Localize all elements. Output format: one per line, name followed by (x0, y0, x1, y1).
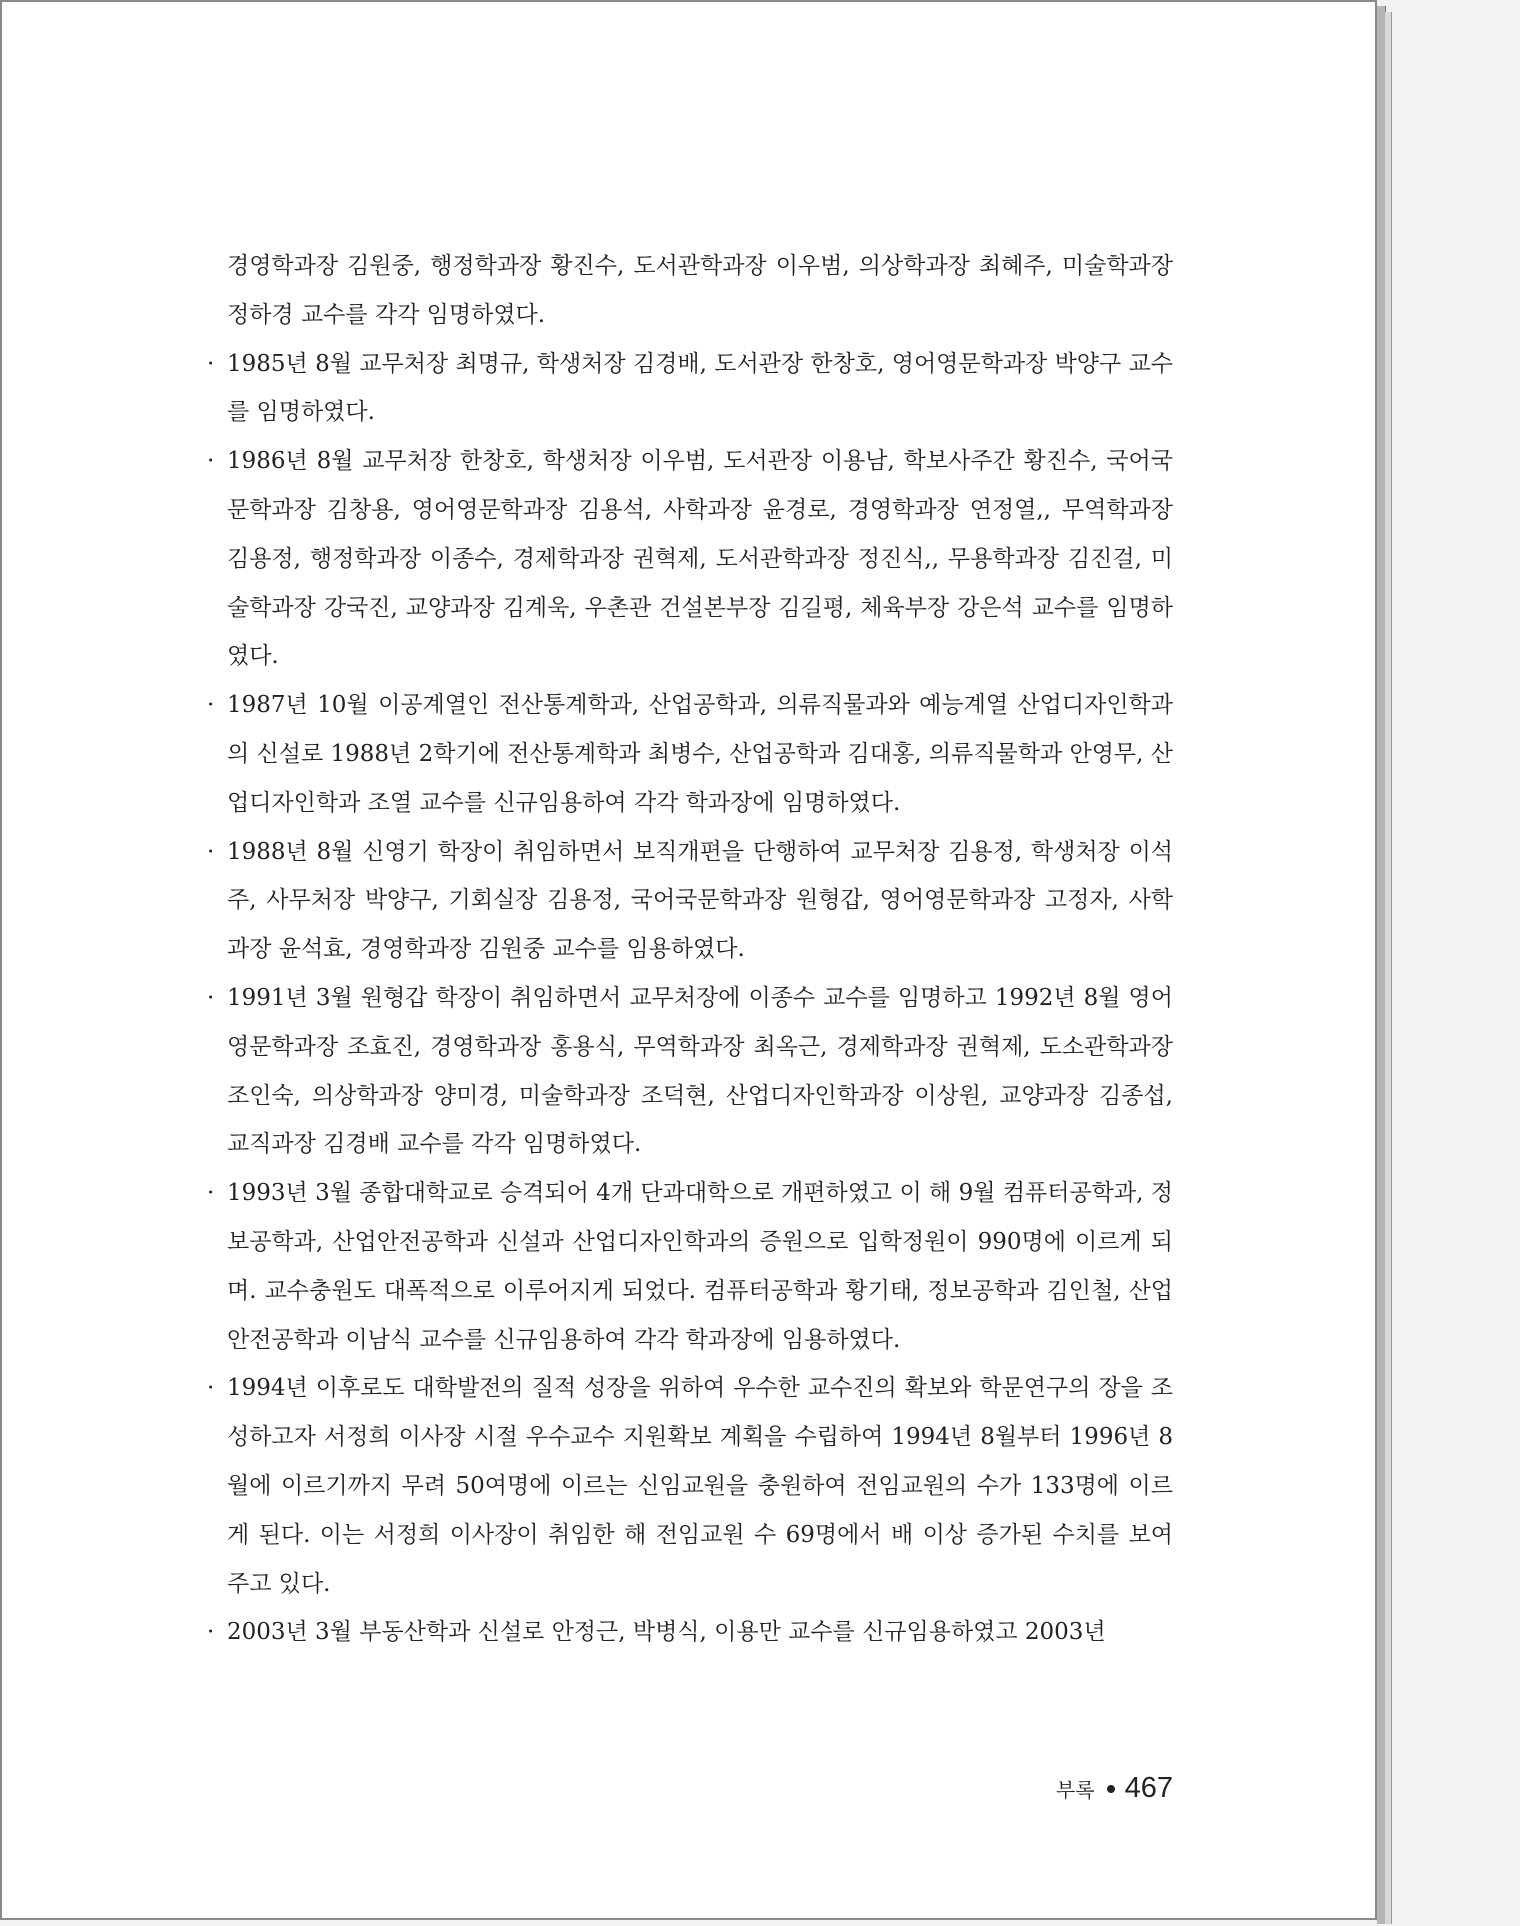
paragraph-text: 1985년 8월 교무처장 최명규, 학생처장 김경배, 도서관장 한창호, 영어영문학과장 박양구 교수를 임명하였다. (227, 350, 1173, 426)
paragraph-6 (207, 1169, 1173, 1364)
bullet-mark: · (207, 1375, 215, 1402)
paragraph-8 (207, 1608, 1173, 1657)
paragraph-2 (207, 437, 1173, 681)
paragraph-1 (207, 340, 1173, 438)
bullet-mark: · (207, 838, 215, 865)
paragraph-text: 1986년 8월 교무처장 한창호, 학생처장 이우범, 도서관장 이용남, 학보사주간 황진수, 국어국문학과장 김창용, 영어영문학과장 김용석, 사학과장 윤경로, 경영학과장 연정열,, 무역학과장 김용정, 행정학과장 이종수, 경제학과장 권혁제, 도서관학과장 정진식,, 무용학과장 김진걸, 미술학과장 강국진, 교양과장 김계욱, 우촌관 건설본부장 김길평, 체육부장 강은석 교수를 임명하였다. (227, 448, 1173, 670)
paragraph-3 (207, 681, 1173, 827)
paragraph-text: 1993년 3월 종합대학교로 승격되어 4개 단과대학으로 개편하였고 이 해 9월 컴퓨터공학과, 정보공학과, 산업안전공학과 신설과 산업디자인학과의 증원으로 입학정원이 990명에 이르게 되며. 교수충원도 대폭적으로 이루어지게 되었다. 컴퓨터공학과 황기태, 정보공학과 김인철, 산업안전공학과 이남식 교수를 신규임용하여 각각 학과장에 임용하였다. (227, 1180, 1173, 1353)
page-edge-back (1385, 12, 1392, 1924)
bullet-mark: · (207, 1180, 215, 1207)
paragraph-text: 1991년 3월 원형갑 학장이 취임하면서 교무처장에 이종수 교수를 임명하고 1992년 8월 영어영문학과장 조효진, 경영학과장 홍용식, 무역학과장 최옥근, 경제학과장 권혁제, 도소관학과장 조인숙, 의상학과장 양미경, 미술학과장 조덕현, 산업디자인학과장 이상원, 교양과장 김종섭, 교직과장 김경배 교수를 각각 임명하였다. (227, 984, 1173, 1158)
paragraph-5 (207, 974, 1173, 1169)
separator-dot-icon (1107, 1785, 1115, 1793)
page-footer (1042, 1772, 1173, 1805)
paragraph-text: 1987년 10월 이공계열인 전산통계학과, 산업공학과, 의류직물과와 예능계열 산업디자인학과의 신설로 1988년 2학기에 전산통계학과 최병수, 산업공학과 김대홍, 의류직물학과 안영무, 산업디자인학과 조열 교수를 신규임용하여 각각 학과장에 임명하였다. (227, 692, 1173, 816)
bullet-mark: · (207, 692, 215, 719)
bullet-mark: · (207, 350, 215, 377)
page-body (207, 242, 1173, 1657)
paragraph-text: 1994년 이후로도 대학발전의 질적 성장을 위하여 우수한 교수진의 확보와 학문연구의 장을 조성하고자 서정희 이사장 시절 우수교수 지원확보 계획을 수립하여 1994년 8월부터 1996년 8월에 이르기까지 무려 50여명에 이르는 신임교원을 충원하여 전임교원의 수가 133명에 이르게 된다. 이는 서정희 이사장이 취임한 해 전임교원 수 69명에서 배 이상 증가된 수치를 보여 주고 있다. (227, 1375, 1173, 1597)
bullet-mark: · (207, 1619, 215, 1646)
paragraph-4 (207, 828, 1173, 974)
paragraph-text: 1988년 8월 신영기 학장이 취임하면서 보직개편을 단행하여 교무처장 김용정, 학생처장 이석주, 사무처장 박양구, 기회실장 김용정, 국어국문학과장 원형갑, 영어영문학과장 고정자, 사학과장 윤석효, 경영학과장 김원중 교수를 임용하였다. (227, 838, 1173, 963)
bullet-mark: · (207, 984, 215, 1011)
paragraph-text: 경영학과장 김원중, 행정학과장 황진수, 도서관학과장 이우범, 의상학과장 최혜주, 미술학과장 정하경 교수를 각각 임명하였다. (227, 253, 1173, 328)
paragraph-0 (207, 242, 1173, 340)
paragraph-7 (207, 1364, 1173, 1608)
bullet-mark: · (207, 448, 215, 475)
paragraph-text: 2003년 3월 부동산학과 신설로 안정근, 박병식, 이용만 교수를 신규임용하였고 2003년 (227, 1619, 1106, 1646)
page-number: 467 (1124, 1772, 1173, 1804)
section-label: 부록 (1055, 1778, 1095, 1802)
